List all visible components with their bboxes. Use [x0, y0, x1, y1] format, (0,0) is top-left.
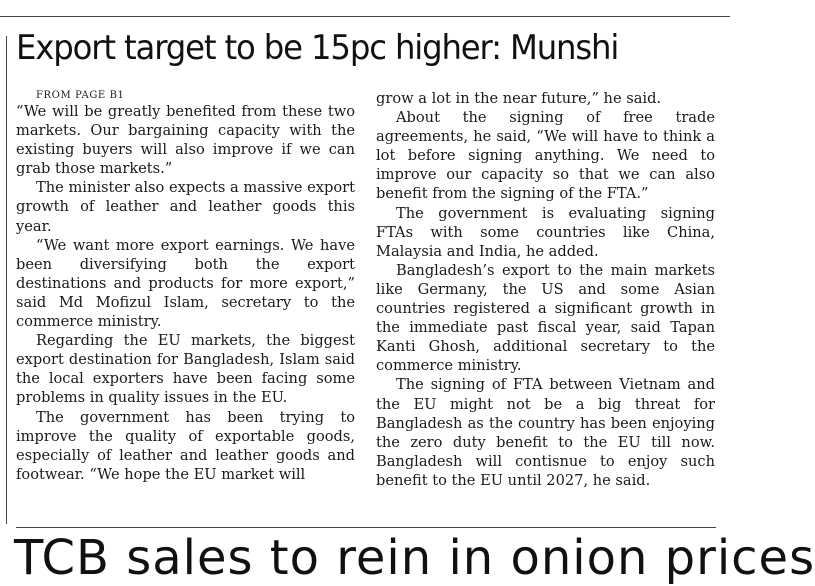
paragraph: About the signing of free trade agreements, he said, “We will have to think a lot before signing anything. We need to improve our capacity so that we can also benefit from the signing of the FTA.”	[376, 109, 715, 203]
right-column	[376, 89, 715, 490]
paragraph: Bangladesh’s export to the main markets like Germany, the US and some Asian countries registered a significant growth in the immediate past fiscal year, said Tapan Kanti Ghosh, additional secretary to the commerce ministry.	[376, 261, 715, 375]
left-column	[16, 89, 355, 484]
paragraph: Regarding the EU markets, the biggest export destination for Bangladesh, Islam said the local exporters have been facing some problems in quality issues in the EU.	[16, 332, 355, 407]
next-article-headline: TCB sales to rein in onion prices	[14, 530, 815, 586]
paragraph-continued: grow a lot in the near future,” he said.	[376, 90, 662, 107]
paragraph: The minister also expects a massive export growth of leather and leather goods this year.	[16, 179, 355, 235]
paragraph: “We want more export earnings. We have been diversifying both the export destinations and products for more export,” said Md Mofizul Islam, secretary to the commerce ministry.	[16, 236, 355, 331]
paragraph: The signing of FTA between Vietnam and the EU might not be a big threat for Bangladesh as the country has been enjoying the zero duty benefit to the EU till now. Bangladesh will contisnue to enjoy such benefit to the EU until 2027, he said.	[376, 376, 715, 489]
top-rule	[0, 16, 730, 17]
continuation-kicker: FROM PAGE B1	[36, 90, 125, 101]
article-headline: Export target to be 15pc higher: Munshi	[16, 28, 619, 68]
paragraph: The government has been trying to improve the quality of exportable goods, especially of leather and leather goods and footwear. “We hope the EU market will	[16, 408, 355, 483]
left-column-rule	[6, 36, 7, 524]
bottom-rule	[16, 527, 716, 528]
paragraph: “We will be greatly benefited from these two markets. Our bargaining capacity with the existing buyers will also improve if we can grab those markets.”	[16, 103, 355, 178]
paragraph: The government is evaluating signing FTAs with some countries like China, Malaysia and India, he added.	[376, 204, 715, 260]
